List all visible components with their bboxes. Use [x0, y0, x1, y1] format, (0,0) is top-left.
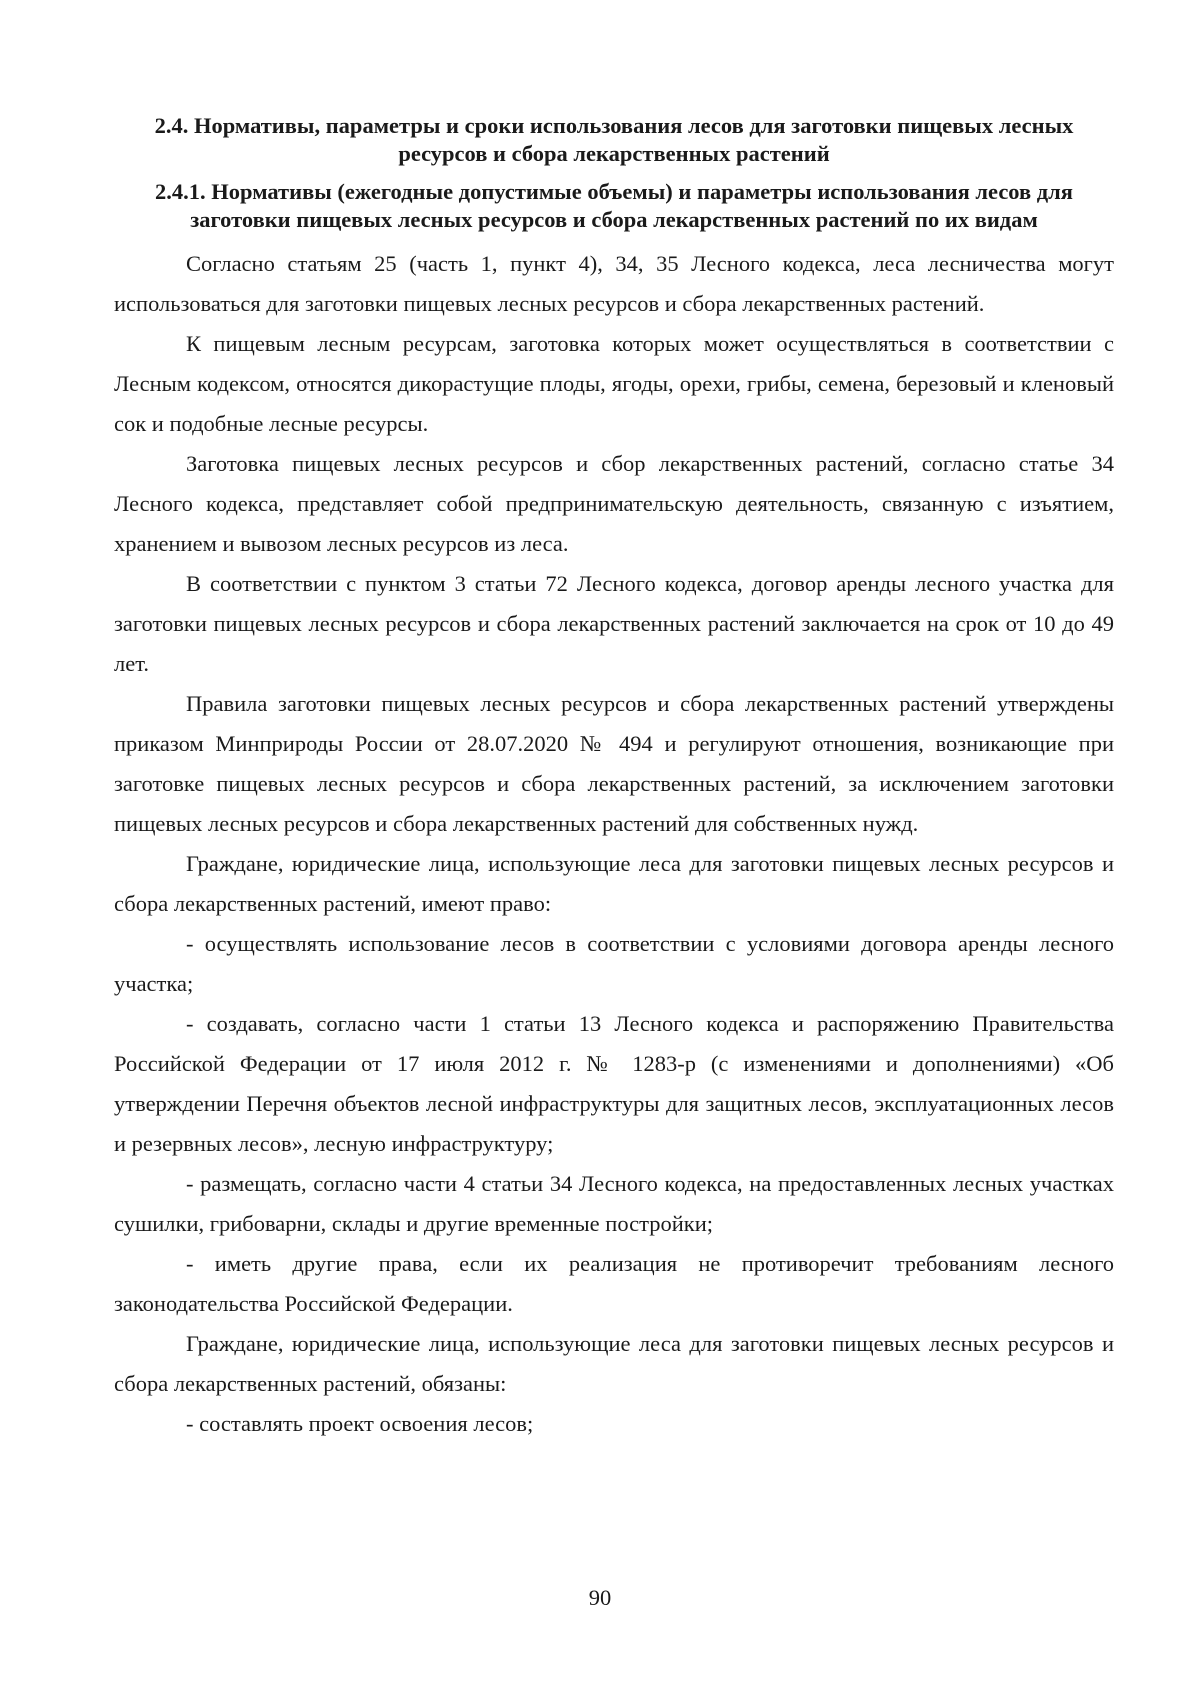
- paragraph: Заготовка пищевых лесных ресурсов и сбор лекарственных растений, согласно статье 34 Лесного кодекса, представляет собой предпринимательскую деятельность, связанную с изъятием, хранением и вывозом лесных ресурсов из леса.: [114, 451, 1114, 556]
- list-item: - размещать, согласно части 4 статьи 34 Лесного кодекса, на предоставленных лесных участках сушилки, грибоварни, склады и другие временные постройки;: [114, 1171, 1114, 1236]
- paragraph: Граждане, юридические лица, использующие леса для заготовки пищевых лесных ресурсов и сбора лекарственных растений, имеют право:: [114, 851, 1114, 916]
- list-item: - иметь другие права, если их реализация не противоречит требованиям лесного законодательства Российской Федерации.: [114, 1251, 1114, 1316]
- list-item: - составлять проект освоения лесов;: [186, 1411, 534, 1436]
- paragraph: К пищевым лесным ресурсам, заготовка которых может осуществляться в соответствии с Лесным кодексом, относятся дикорастущие плоды, ягоды, орехи, грибы, семена, березовый и кленовый сок и подобные лесные ресурсы.: [114, 331, 1114, 436]
- paragraph: Правила заготовки пищевых лесных ресурсов и сбора лекарственных растений утверждены приказом Минприроды России от 28.07.2020 № 494 и регулируют отношения, возникающие при заготовке пищевых лесных ресурсов и сбора лекарственных растений, за исключением заготовки пищевых лесных ресурсов и сбора лекарственных растений для собственных нужд.: [114, 691, 1114, 836]
- paragraph: Граждане, юридические лица, использующие леса для заготовки пищевых лесных ресурсов и сбора лекарственных растений, обязаны:: [114, 1331, 1114, 1396]
- paragraph: Согласно статьям 25 (часть 1, пункт 4), 34, 35 Лесного кодекса, леса лесничества могут использоваться для заготовки пищевых лесных ресурсов и сбора лекарственных растений.: [114, 251, 1114, 316]
- paragraph: В соответствии с пунктом 3 статьи 72 Лесного кодекса, договор аренды лесного участка для заготовки пищевых лесных ресурсов и сбора лекарственных растений заключается на срок от 10 до 49 лет.: [114, 571, 1114, 676]
- list-item: - осуществлять использование лесов в соответствии с условиями договора аренды лесного участка;: [114, 931, 1114, 996]
- section-heading-2-4: 2.4. Нормативы, параметры и сроки использования лесов для заготовки пищевых лесных ресурсов и сбора лекарственных растений: [154, 113, 1074, 166]
- page-number: 90: [588, 1585, 612, 1610]
- subsection-heading-2-4-1: 2.4.1. Нормативы (ежегодные допустимые объемы) и параметры использования лесов для заготовки пищевых лесных ресурсов и сбора лекарственных растений по их видам: [155, 179, 1073, 232]
- list-item: - создавать, согласно части 1 статьи 13 Лесного кодекса и распоряжению Правительства Российской Федерации от 17 июля 2012 г. № 1283-р (с изменениями и дополнениями) «Об утверждении Перечня объектов лесной инфраструктуры для защитных лесов, эксплуатационных лесов и резервных лесов», лесную инфраструктуру;: [114, 1011, 1114, 1156]
- document-page: [114, 112, 1114, 1444]
